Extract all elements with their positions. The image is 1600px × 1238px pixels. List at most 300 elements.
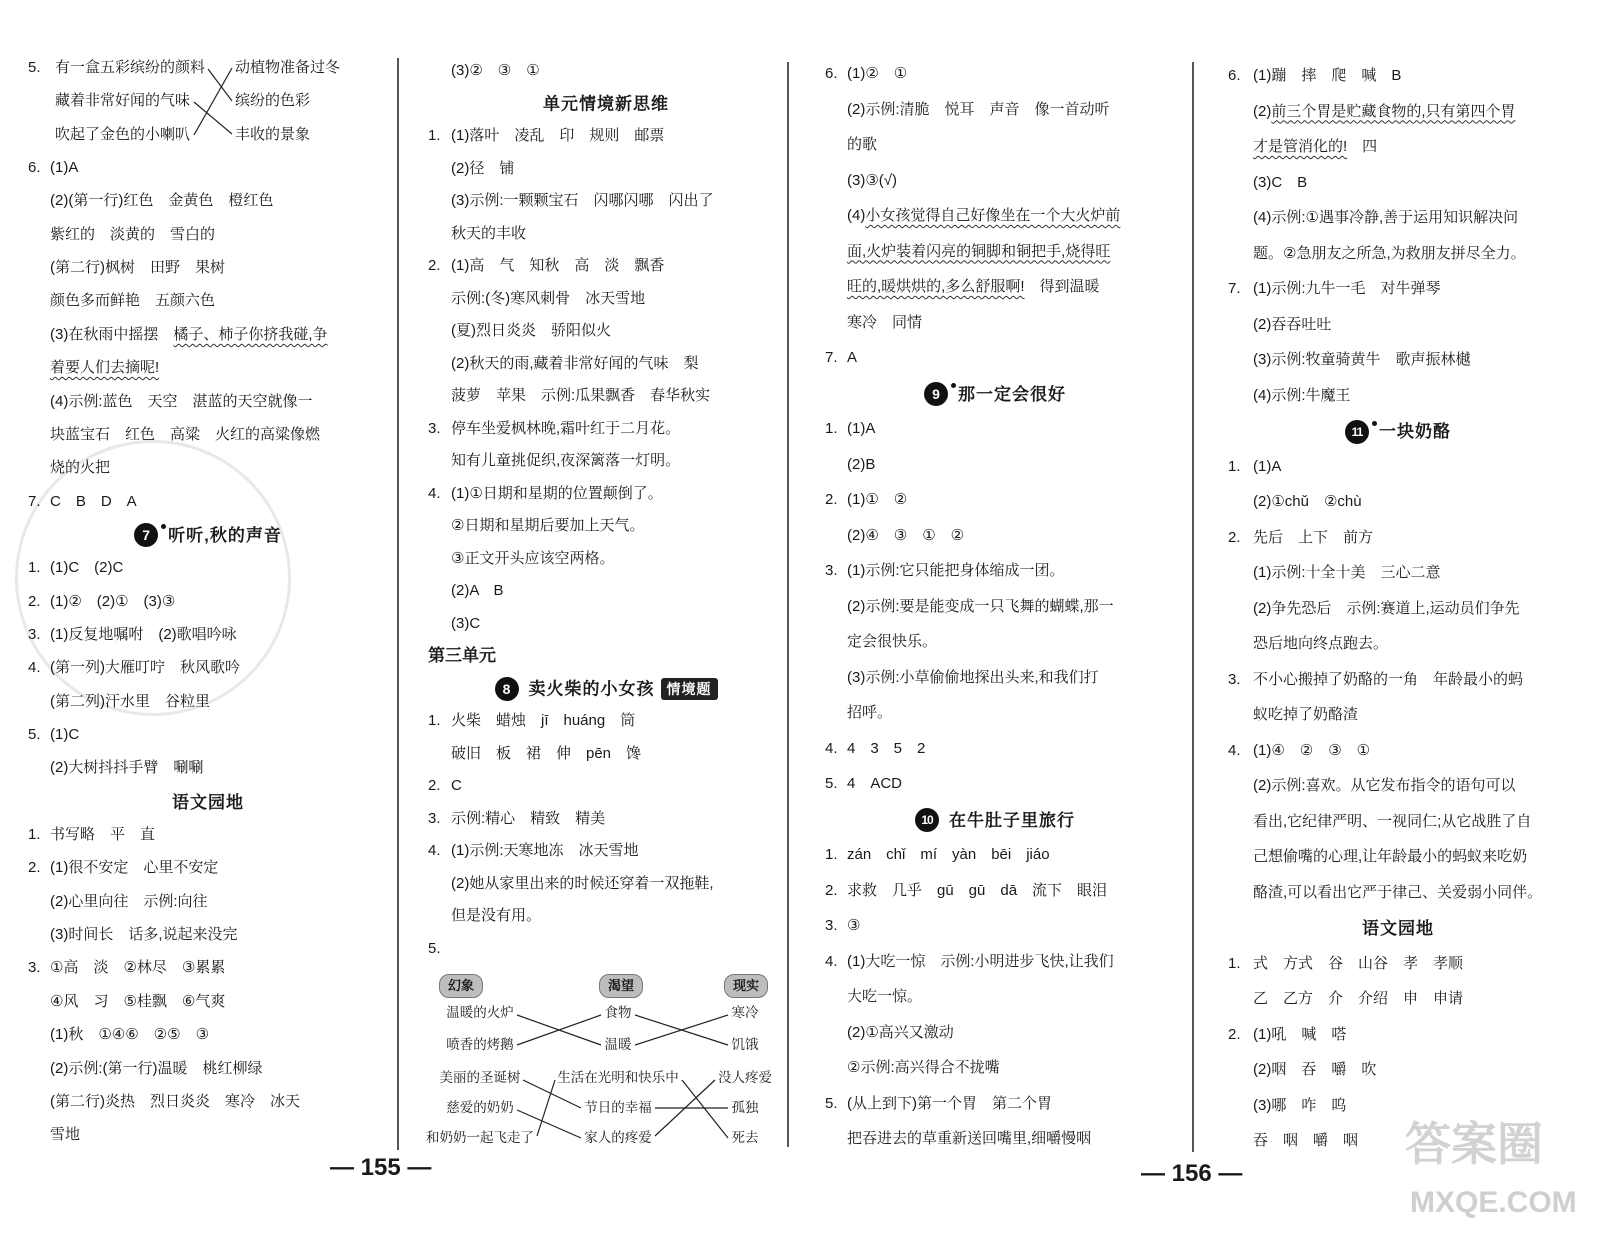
lesson-heading bbox=[1228, 413, 1568, 449]
answer-line bbox=[825, 660, 1099, 696]
answer-line bbox=[1228, 449, 1281, 485]
answer-text: (第一列)大雁叮咛 秋风歌吟 bbox=[50, 659, 240, 677]
answer-line bbox=[28, 718, 79, 751]
illusion-item: 喷香的烤鹅 bbox=[446, 1037, 514, 1052]
unit-heading bbox=[428, 640, 496, 673]
answer-line bbox=[428, 543, 614, 576]
answer-line bbox=[28, 1052, 263, 1085]
answer-text: 菠萝 苹果 示例:瓜果飘香 春华秋实 bbox=[451, 387, 711, 404]
answer-line bbox=[825, 198, 1120, 234]
answer-text: 秋天的丰收 bbox=[451, 224, 527, 242]
answer-text: ③正文开头应该空两格。 bbox=[451, 549, 615, 567]
underlined-answer-text: 橘子、柿子你挤我碰,争 bbox=[173, 325, 328, 343]
answer-text: 颜色多而鲜艳 五颜六色 bbox=[50, 292, 216, 310]
answer-text: 题。②急朋友之所急,为救朋友拼尽全力。 bbox=[1253, 244, 1526, 262]
question-number: 1. bbox=[1228, 457, 1241, 475]
answer-text: (1)示例:天寒地冻 冰天雪地 bbox=[451, 842, 639, 859]
reality-item: 饥饿 bbox=[731, 1037, 759, 1052]
header-desire: 渴望 bbox=[599, 974, 643, 998]
answer-text: 己想偷嘴的心理,让年龄最小的蚂蚁来吃奶 bbox=[1253, 848, 1528, 865]
answer-line bbox=[428, 185, 714, 218]
question-number: 1. bbox=[28, 559, 41, 577]
match-left-item: 吹起了金色的小喇叭 bbox=[55, 125, 191, 143]
answer-line bbox=[1228, 1052, 1376, 1088]
answer-line bbox=[825, 695, 892, 731]
answer-line bbox=[28, 651, 240, 684]
answer-text: (从上到下)第一个胃 第二个胃 bbox=[847, 1094, 1052, 1112]
answer-line bbox=[428, 218, 526, 251]
underlined-answer-text: 才是管消化的! bbox=[1253, 138, 1348, 155]
answer-text: A bbox=[847, 349, 858, 366]
answer-line bbox=[428, 283, 645, 316]
answer-line bbox=[1228, 875, 1542, 911]
answer-text: (2)④ ③ ① ② bbox=[847, 526, 965, 544]
answer-line bbox=[28, 851, 218, 884]
answer-line bbox=[1228, 839, 1527, 875]
answer-line bbox=[28, 151, 78, 184]
answer-text: (2)径 铺 bbox=[451, 159, 515, 177]
answer-line bbox=[1228, 129, 1377, 165]
answer-text: 紫红的 淡黄的 雪白的 bbox=[50, 225, 216, 243]
answer-line bbox=[1228, 165, 1307, 201]
answer-text: ①高 淡 ②林尽 ③累累 bbox=[50, 959, 226, 977]
answer-line bbox=[825, 447, 875, 483]
underlined-answer-text: 面,火炉装着闪亮的铜脚和铜把手,烧得旺 bbox=[847, 242, 1111, 260]
answer-line bbox=[428, 770, 462, 803]
answer-text: 恐后地向终点跑去。 bbox=[1253, 635, 1389, 652]
underlined-answer-text: 着要人们去摘呢! bbox=[50, 359, 160, 377]
question-number: 3. bbox=[28, 625, 41, 643]
question-number: 5. bbox=[28, 59, 41, 76]
page-number-right: — 156 — bbox=[1141, 1160, 1243, 1187]
lesson-number-badge: 10 bbox=[915, 808, 939, 832]
answer-line bbox=[825, 127, 877, 163]
question-number: 6. bbox=[1228, 67, 1241, 84]
answer-text: (3)示例:牧童骑黄牛 歌声振林樾 bbox=[1253, 351, 1471, 368]
answer-line bbox=[825, 518, 964, 554]
question-number: 2. bbox=[825, 881, 838, 899]
page-number-left: — 155 — bbox=[330, 1154, 432, 1181]
answer-line bbox=[428, 868, 714, 901]
answer-text: (3)哪 咋 呜 bbox=[1253, 1096, 1347, 1114]
answer-text: 的歌 bbox=[847, 136, 878, 153]
answer-text: 大吃一惊。 bbox=[847, 988, 923, 1005]
answer-line bbox=[428, 478, 663, 511]
answer-text: 块蓝宝石 红色 高粱 火红的高粱像燃 bbox=[50, 425, 321, 443]
answer-line bbox=[825, 766, 902, 802]
answer-text: (1)示例:九牛一毛 对牛弹琴 bbox=[1253, 280, 1441, 297]
answer-line bbox=[428, 413, 680, 446]
answer-text: (1)高 气 知秋 高 淡 飘香 bbox=[451, 257, 665, 274]
answer-text: ③ bbox=[847, 917, 861, 934]
answer-line bbox=[28, 918, 238, 951]
answer-text: (1)④ ② ③ ① bbox=[1253, 741, 1371, 759]
question-number: 5. bbox=[28, 726, 41, 743]
illusion-item: 美丽的圣诞树 bbox=[439, 1070, 521, 1085]
answer-text: (2)A B bbox=[451, 582, 504, 599]
answer-text: (2)示例:喜欢。从它发布指令的语句可以 bbox=[1253, 777, 1516, 794]
illusion-item: 温暖的火炉 bbox=[446, 1005, 514, 1020]
answer-line bbox=[825, 340, 857, 376]
answer-line bbox=[28, 951, 225, 984]
answer-text: 吞 咽 嚼 咽 bbox=[1253, 1132, 1359, 1149]
answer-text: 四 bbox=[1347, 138, 1378, 155]
answer-line bbox=[825, 873, 1107, 909]
answer-text: ②日期和星期后要加上天气。 bbox=[451, 517, 645, 534]
answer-text: (3)示例:一颗颗宝石 闪哪闪哪 闪出了 bbox=[451, 192, 714, 209]
answer-line bbox=[825, 1015, 954, 1051]
answer-line bbox=[825, 1086, 1052, 1122]
lesson-title: 卖火柴的小女孩 bbox=[528, 678, 655, 698]
answer-line bbox=[1228, 307, 1331, 343]
unit-title: 第三单元 bbox=[428, 646, 496, 665]
answer-text: ②示例:高兴得合不拢嘴 bbox=[847, 1059, 1000, 1076]
question-number: 2. bbox=[1228, 1025, 1241, 1043]
answer-line bbox=[28, 618, 237, 651]
lesson-number-badge: 11 bbox=[1345, 420, 1369, 444]
answer-line bbox=[1228, 1123, 1358, 1159]
answer-line bbox=[428, 933, 451, 966]
answer-text: ④风 习 ⑤桂飘 ⑥气爽 bbox=[50, 992, 226, 1010]
answer-line bbox=[1228, 1017, 1346, 1053]
answer-line bbox=[28, 418, 320, 451]
underlined-answer-text: 旺的,暖烘烘的,多么舒服啊! bbox=[847, 278, 1025, 295]
answer-text: (2)示例:(第一行)温暖 桃红柳绿 bbox=[50, 1059, 263, 1077]
answer-line bbox=[1228, 58, 1401, 94]
answer-line bbox=[1228, 768, 1516, 804]
reality-item: 孤独 bbox=[731, 1100, 759, 1115]
lesson-tag: 情境题 bbox=[661, 678, 718, 700]
answer-text: 示例:(冬)寒风刺骨 冰天雪地 bbox=[451, 289, 646, 307]
reality-item: 死去 bbox=[731, 1130, 759, 1145]
lesson-title: 单元情境新思维 bbox=[543, 93, 669, 113]
answer-text: (1)A bbox=[847, 420, 876, 437]
question-number: 3. bbox=[428, 419, 441, 437]
answer-line bbox=[428, 120, 664, 153]
answer-text: 定会很快乐。 bbox=[847, 633, 938, 650]
answer-text: (3)示例:小草偷偷地探出头来,和我们打 bbox=[847, 668, 1099, 686]
lesson-heading bbox=[825, 376, 1165, 412]
answer-line bbox=[28, 184, 273, 217]
answer-text: (1)大吃一惊 示例:小明进步飞快,让我们 bbox=[847, 952, 1114, 970]
answer-line bbox=[1228, 520, 1373, 556]
answer-line bbox=[1228, 946, 1463, 982]
match-left-item: 藏着非常好闻的气味 bbox=[55, 92, 191, 110]
answer-line bbox=[1228, 555, 1441, 591]
answer-line bbox=[825, 56, 907, 92]
answer-line bbox=[825, 979, 922, 1015]
illusion-item: 和奶奶一起飞走了 bbox=[426, 1130, 534, 1145]
question-number: 3. bbox=[825, 917, 838, 934]
answer-text: (2)秋天的雨,藏着非常好闻的气味 梨 bbox=[451, 354, 699, 372]
answer-line bbox=[428, 445, 680, 478]
answer-line bbox=[428, 738, 641, 771]
answer-line bbox=[28, 385, 313, 418]
reality-item: 寒冷 bbox=[731, 1005, 759, 1020]
answer-text: (3)C bbox=[451, 614, 481, 632]
answer-text: (第二行)炎热 烈日炎炎 寒冷 冰天 bbox=[50, 1092, 300, 1110]
answer-line bbox=[825, 163, 897, 199]
lesson-heading bbox=[1228, 910, 1568, 946]
desire-item: 节日的幸福 bbox=[584, 1100, 652, 1115]
answer-line bbox=[28, 885, 208, 918]
answer-line bbox=[825, 1050, 1000, 1086]
answer-text: 看出,它纪律严明、一视同仁;从它战胜了自 bbox=[1253, 812, 1532, 830]
match-right-item: 丰收的景象 bbox=[235, 125, 311, 143]
lesson-heading bbox=[28, 518, 388, 551]
question-number: 4. bbox=[1228, 741, 1241, 759]
answer-line bbox=[1228, 200, 1518, 236]
lesson-heading bbox=[428, 673, 784, 706]
answer-line bbox=[428, 900, 541, 933]
answer-line bbox=[428, 315, 611, 348]
header-illusion: 幻象 bbox=[439, 974, 483, 998]
lesson-number-badge: 8 bbox=[495, 677, 519, 701]
answer-line bbox=[1228, 591, 1520, 627]
question-number: 2. bbox=[428, 257, 441, 274]
answer-text: (1)示例:十全十美 三心二意 bbox=[1253, 564, 1441, 581]
answer-text: (1)A bbox=[1253, 457, 1282, 475]
answer-line bbox=[28, 818, 155, 851]
answer-text: 招呼。 bbox=[847, 704, 893, 721]
answer-line bbox=[28, 284, 215, 317]
answer-text: (1)② ① bbox=[847, 65, 908, 82]
answer-line bbox=[825, 305, 922, 341]
answer-text: (2)心里向往 示例:向往 bbox=[50, 892, 208, 910]
question-number: 2. bbox=[825, 491, 838, 508]
question-number: 7. bbox=[825, 349, 838, 366]
answer-line bbox=[1228, 626, 1388, 662]
question-number: 4. bbox=[825, 952, 838, 970]
answer-text: (4) bbox=[847, 207, 866, 224]
question-number: 7. bbox=[1228, 280, 1241, 297]
answer-line bbox=[1228, 378, 1351, 414]
question-number: 6. bbox=[28, 159, 41, 177]
answer-text: 寒冷 同情 bbox=[847, 313, 923, 331]
lesson-title: 在牛肚子里旅行 bbox=[949, 810, 1075, 830]
answer-line bbox=[28, 485, 137, 518]
answer-text: (第二列)汗水里 谷粒里 bbox=[50, 692, 210, 710]
answer-line bbox=[825, 944, 1114, 980]
answer-text: 书写略 平 直 bbox=[50, 826, 156, 844]
question-number: 4. bbox=[428, 484, 441, 502]
answer-text: 知有儿童挑促织,夜深篱落一灯明。 bbox=[451, 452, 681, 469]
answer-line bbox=[825, 589, 1114, 625]
column-divider bbox=[397, 58, 399, 1150]
answer-text: (4)示例:蓝色 天空 湛蓝的天空就像一 bbox=[50, 392, 313, 410]
lesson-heading bbox=[428, 88, 784, 121]
answer-text: (1)反复地嘱咐 (2)歌唱吟咏 bbox=[50, 625, 237, 643]
answer-text: (3)③(√) bbox=[847, 171, 898, 189]
answer-line bbox=[428, 575, 504, 608]
answer-text: 烧的火把 bbox=[50, 459, 111, 477]
answer-line bbox=[28, 218, 215, 251]
answer-text: (3)时间长 话多,说起来没完 bbox=[50, 926, 238, 944]
answer-text: (1)吼 喊 嗒 bbox=[1253, 1025, 1347, 1043]
answer-line bbox=[1228, 1088, 1346, 1124]
match-right-item: 缤纷的色彩 bbox=[235, 92, 311, 110]
column-divider bbox=[1192, 62, 1194, 1152]
answer-line bbox=[825, 269, 1100, 305]
answer-text: (1)① ② bbox=[847, 491, 908, 508]
answer-text: (1)C bbox=[50, 726, 80, 743]
answer-line bbox=[1228, 236, 1526, 272]
answer-line bbox=[28, 585, 175, 618]
answer-line bbox=[825, 1121, 1091, 1157]
answer-line bbox=[825, 731, 925, 767]
answer-text: 火柴 蜡烛 jī huáng 筒 bbox=[451, 712, 636, 729]
answer-line bbox=[825, 553, 1065, 589]
question-number: 1. bbox=[1228, 954, 1241, 972]
answer-text: (1)很不安定 心里不安定 bbox=[50, 859, 219, 877]
question-number: 4. bbox=[428, 842, 441, 859]
answer-line bbox=[1228, 271, 1441, 307]
answer-text: (2)咽 吞 嚼 吹 bbox=[1253, 1061, 1377, 1078]
desire-item: 家人的疼爱 bbox=[584, 1130, 652, 1145]
answer-text: 但是没有用。 bbox=[451, 907, 542, 924]
answer-text: C bbox=[451, 777, 462, 794]
answer-line bbox=[28, 985, 225, 1018]
answer-line bbox=[428, 348, 699, 381]
answer-line bbox=[428, 510, 644, 543]
watermark-site: MXQE.COM bbox=[1410, 1186, 1577, 1219]
answer-line bbox=[825, 908, 860, 944]
lesson-heading bbox=[825, 802, 1165, 838]
answer-text: (1)C (2)C bbox=[50, 559, 124, 577]
lesson-heading bbox=[28, 785, 388, 818]
answer-text: 雪地 bbox=[50, 1126, 81, 1144]
answer-line bbox=[825, 624, 937, 660]
column-1 bbox=[28, 0, 388, 1238]
answer-line bbox=[428, 705, 635, 738]
question-number: 5. bbox=[428, 939, 441, 957]
answer-text: (3)C B bbox=[1253, 173, 1308, 191]
column-4 bbox=[1228, 0, 1568, 1238]
answer-line bbox=[1228, 342, 1471, 378]
lesson-title: 一块奶酪 bbox=[1379, 421, 1451, 441]
answer-text: (1)② (2)① (3)③ bbox=[50, 592, 176, 610]
answer-text: 破旧 板 裙 伸 pēn 馋 bbox=[451, 744, 642, 762]
answer-text: (4)示例:①遇事冷静,善于运用知识解决问 bbox=[1253, 209, 1519, 226]
answer-text: (1)秋 ①④⑥ ②⑤ ③ bbox=[50, 1026, 210, 1044]
answer-text: (2)她从家里出来的时候还穿着一双拖鞋, bbox=[451, 874, 714, 892]
column-2 bbox=[428, 0, 784, 1238]
underlined-answer-text: 前三个胃是贮藏食物的,只有第四个胃 bbox=[1271, 102, 1516, 120]
answer-line bbox=[28, 251, 225, 284]
answer-text: 乙 乙方 介 介绍 申 申请 bbox=[1253, 990, 1464, 1007]
question-number: 2. bbox=[1228, 528, 1241, 546]
answer-text: 求救 几乎 gū gū dā 流下 眼泪 bbox=[847, 881, 1108, 899]
answer-text: 把吞进去的草重新送回嘴里,细嚼慢咽 bbox=[847, 1130, 1092, 1147]
answer-line bbox=[28, 318, 328, 351]
answer-line bbox=[28, 1118, 80, 1151]
question-number: 5. bbox=[825, 1094, 838, 1112]
column-3 bbox=[825, 0, 1165, 1238]
answer-text: (1)A bbox=[50, 159, 79, 177]
answer-line bbox=[825, 92, 1110, 128]
answer-text: (2)争先恐后 示例:赛道上,运动员们争先 bbox=[1253, 599, 1520, 617]
answer-line bbox=[428, 250, 664, 283]
answer-line bbox=[1228, 697, 1358, 733]
question-number: 4. bbox=[825, 739, 838, 757]
answer-text: (1)示例:它只能把身体缩成一团。 bbox=[847, 562, 1065, 579]
answer-text: (3)② ③ ① bbox=[451, 62, 540, 79]
answer-line bbox=[1228, 94, 1516, 130]
answer-text: 先后 上下 前方 bbox=[1253, 528, 1374, 546]
answer-text: (1)①日期和星期的位置颠倒了。 bbox=[451, 484, 663, 502]
answer-line bbox=[1228, 804, 1531, 840]
answer-text: 酪渣,可以看出它严于律己、关爱弱小同伴。 bbox=[1253, 883, 1543, 901]
desire-item: 生活在光明和快乐中 bbox=[557, 1070, 679, 1085]
question-number: 1. bbox=[428, 127, 441, 144]
answer-text: (2)B bbox=[847, 455, 876, 473]
answer-text: 得到温暖 bbox=[1024, 278, 1100, 295]
answer-line bbox=[28, 1018, 209, 1051]
answer-line bbox=[28, 551, 123, 584]
answer-text: (1)落叶 凌乱 印 规则 邮票 bbox=[451, 127, 665, 144]
answer-line bbox=[428, 803, 605, 836]
question-number: 1. bbox=[428, 712, 441, 729]
underlined-answer-text: 小女孩觉得自己好像坐在一个大火炉前 bbox=[865, 207, 1121, 224]
answer-text: (2) bbox=[1253, 102, 1272, 120]
answer-line bbox=[428, 835, 639, 868]
question-number: 5. bbox=[825, 775, 838, 792]
answer-line bbox=[28, 751, 203, 784]
answer-text: C B D A bbox=[50, 492, 137, 510]
lesson-number-badge: 9 bbox=[924, 382, 948, 406]
answer-line bbox=[28, 685, 210, 718]
desire-item: 食物 bbox=[604, 1005, 632, 1020]
question-number: 6. bbox=[825, 65, 838, 82]
answer-text: (2)吞吞吐吐 bbox=[1253, 315, 1332, 333]
watermark-logo: 答案圈 bbox=[1405, 1118, 1543, 1170]
question-number: 2. bbox=[28, 592, 41, 610]
question-number: 2. bbox=[428, 777, 441, 794]
lesson-title: 听听,秋的声音 bbox=[168, 525, 282, 545]
answer-line bbox=[1228, 981, 1463, 1017]
answer-text: zán chǐ mí yàn bēi jiáo bbox=[847, 846, 1050, 863]
answer-line bbox=[825, 234, 1110, 270]
answer-line bbox=[1228, 484, 1362, 520]
answer-text: 不小心搬掉了奶酪的一角 年龄最小的蚂 bbox=[1253, 670, 1524, 688]
answer-text: (4)示例:牛魔王 bbox=[1253, 386, 1351, 404]
answer-line bbox=[28, 451, 110, 484]
answer-text: (2)①chǔ ②chù bbox=[1253, 493, 1362, 510]
question-number: 3. bbox=[825, 562, 838, 579]
question-number: 3. bbox=[428, 809, 441, 827]
answer-text: (2)(第一行)红色 金黄色 橙红色 bbox=[50, 192, 274, 210]
answer-text: 停车坐爱枫林晚,霜叶红于二月花。 bbox=[451, 419, 681, 437]
desire-item: 温暖 bbox=[604, 1037, 632, 1052]
question-number: 1. bbox=[825, 420, 838, 437]
answer-text: 式 方式 谷 山谷 孝 孝顺 bbox=[1253, 954, 1464, 972]
lesson-title: 那一定会很好 bbox=[958, 384, 1066, 404]
reality-item: 没人疼爱 bbox=[718, 1070, 772, 1085]
answer-line bbox=[825, 482, 907, 518]
answer-line bbox=[1228, 733, 1370, 769]
match-left-item: 有一盒五彩缤纷的颜料 bbox=[55, 59, 206, 76]
answer-text: (第二行)枫树 田野 果树 bbox=[50, 259, 225, 277]
answer-text: (2)示例:要是能变成一只飞舞的蝴蝶,那一 bbox=[847, 597, 1114, 615]
question-number: 3. bbox=[28, 959, 41, 977]
answer-line bbox=[28, 1085, 300, 1118]
answer-line bbox=[428, 55, 540, 88]
answer-text: 蚁吃掉了奶酪渣 bbox=[1253, 706, 1359, 723]
answer-text: (2)大树抖抖手臂 唰唰 bbox=[50, 759, 204, 777]
answer-line bbox=[825, 411, 875, 447]
answer-text: (3)在秋雨中摇摆 bbox=[50, 325, 174, 343]
question-number: 1. bbox=[825, 846, 838, 863]
